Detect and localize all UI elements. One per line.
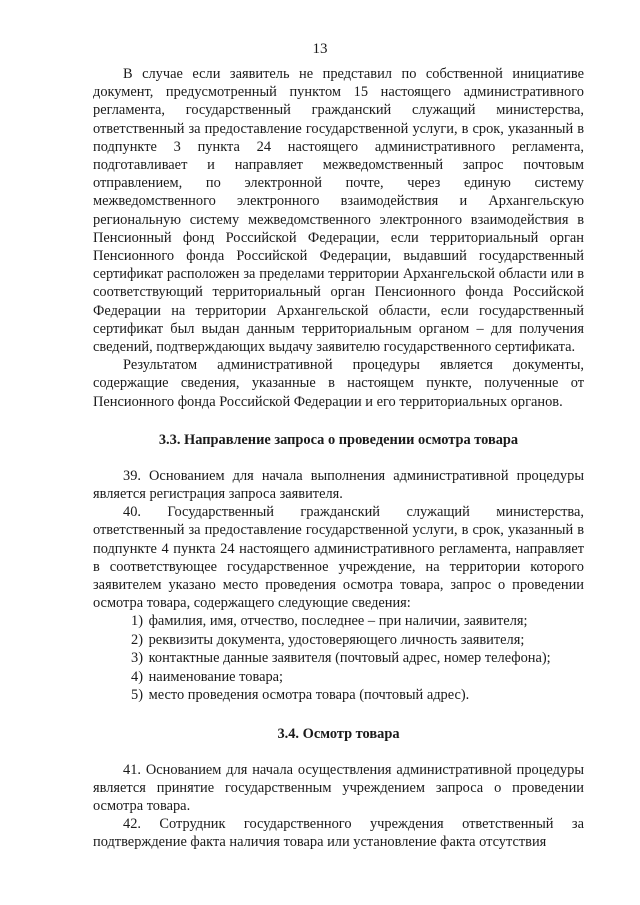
page-number: 13 [312,41,328,57]
section-heading-3-4: 3.4. Осмотр товара [277,725,400,742]
paragraph-procedure-result: Результатом административной процедуры является документы, содержащие сведения, указанные в настоящем пункте, полученные от Пенсионного фонда Российской Федерации и его территориальных органов. [93,357,584,410]
paragraph-40: 40. Государственный гражданский служащий министерства, ответственный за предоставление государственной услуги, в срок, указанный в подпункте 4 пункта 24 настоящего административного регламента, направляет в соответствующее государственное учреждение, на территории которого заявителем указано место проведения осмотра товара, запрос о проведении осмотра товара, содержащего следующие сведения: [93,504,584,612]
paragraph-interdepartmental-request: В случае если заявитель не представил по собственной инициативе документ, предусмотренный пунктом 15 настоящего административного регламента, государственный гражданский служащий министерства, ответственный за предоставление государственной услуги, в срок, указанный в подпункте 3 пункта 24 настоящего административного регламента, подготавливает и направляет межведомственный запрос почтовым отправлением, по электронной почте, через единую систему межведомственного электронного взаимодействия и Архангельскую региональную систему межведомственного электронного взаимодействия в Пенсионный фонд Российской Федерации, если территориальный орган Пенсионного фонда Российской Федерации, выдавший государственный сертификат расположен за пределами территории Архангельской области или в соответствующий территориальный орган Пенсионного фонда Российской Федерации на территории Архангельской области, если государственный сертификат был выдан данным территориальным органом – для получения сведений, подтверждающих выдачу заявителю государственного сертификата. [93,66,584,356]
paragraph-39: 39. Основанием для начала выполнения административной процедуры является регистрация запроса заявителя. [93,467,584,503]
list-item: 5) место проведения осмотра товара (почтовый адрес). [131,687,470,704]
list-item: 1) фамилия, имя, отчество, последнее – при наличии, заявителя; [131,613,528,630]
section-heading-3-3: 3.3. Направление запроса о проведении осмотра товара [158,431,519,448]
list-item: 3) контактные данные заявителя (почтовый адрес, номер телефона); [131,650,551,667]
list-item: 2) реквизиты документа, удостоверяющего личность заявителя; [131,631,525,648]
paragraph-42: 42. Сотрудник государственного учреждения ответственный за подтверждение факта наличия товара или установление факта отсутствия [93,816,584,851]
paragraph-41: 41. Основанием для начала осуществления административной процедуры является принятие государственным учреждением запроса о проведении осмотра товара. [93,761,584,814]
list-item: 4) наименование товара; [131,668,284,685]
document-body [93,65,584,852]
request-details-list [93,612,584,704]
